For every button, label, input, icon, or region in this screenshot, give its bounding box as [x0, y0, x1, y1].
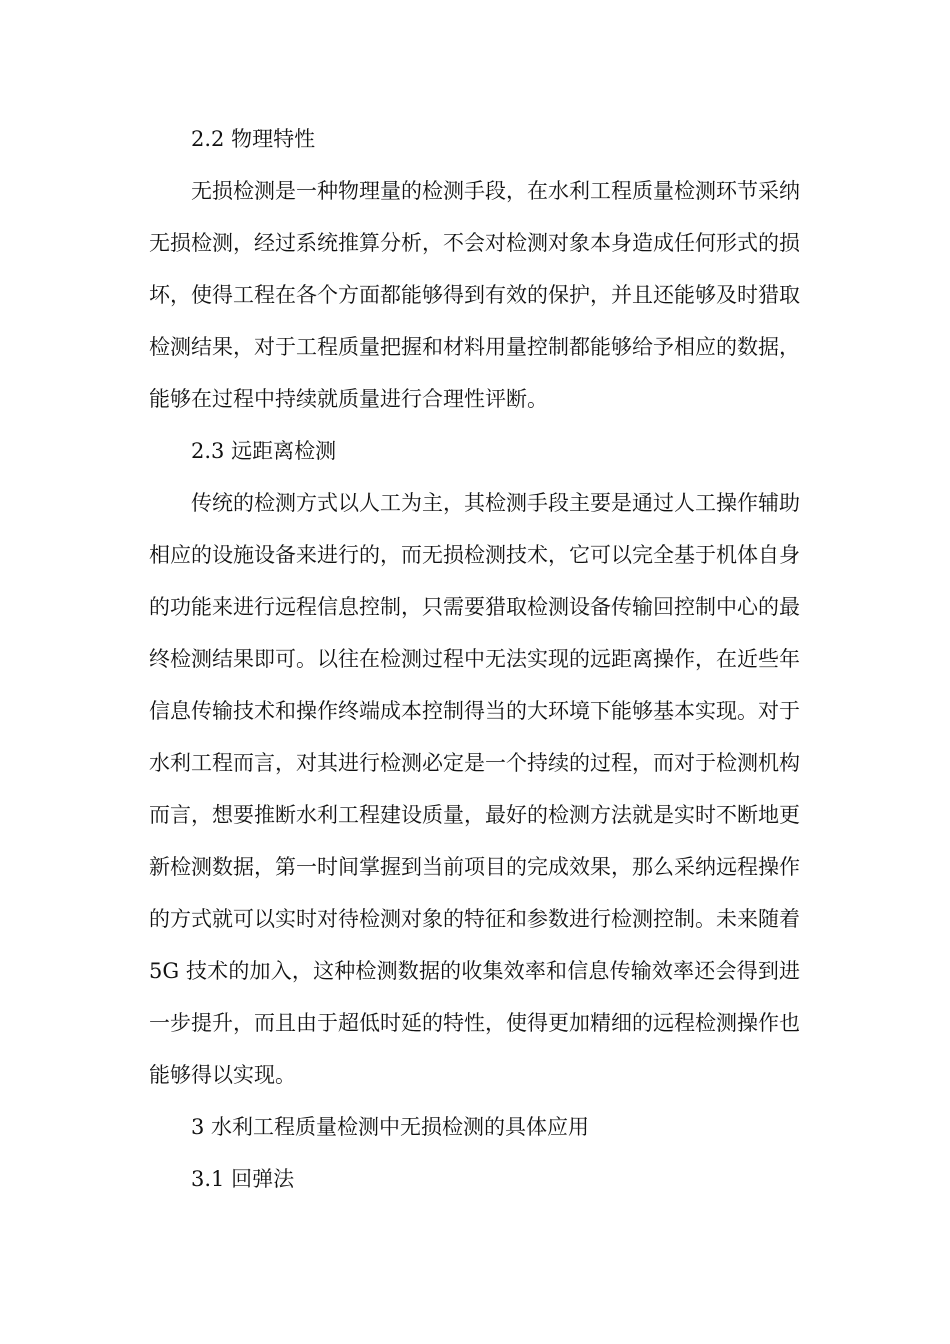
heading-2-2: 2.2 物理特性 [191, 127, 316, 151]
document-body [149, 113, 800, 1205]
paragraph-remote-detection: 传统的检测方式以人工为主，其检测手段主要是通过人工操作辅助相应的设施设备来进行的，而无损检测技术，它可以完全基于机体自身的功能来进行远程信息控制，只需要猎取检测设备传输回控制中心的最终检测结果即可。以往在检测过程中无法实现的远距离操作，在近些年信息传输技术和操作终端成本控制得当的大环境下能够基本实现。对于水利工程而言，对其进行检测必定是一个持续的过程，而对于检测机构而言，想要推断水利工程建设质量，最好的检测方法就是实时不断地更新检测数据，第一时间掌握到当前项目的完成效果，那么采纳远程操作的方式就可以实时对待检测对象的特征和参数进行检测控制。未来随着 5G 技术的加入，这种检测数据的收集效率和信息传输效率还会得到进一步提升，而且由于超低时延的特性，使得更加精细的远程检测操作也能够得以实现。 [149, 491, 800, 1087]
heading-3: 3 水利工程质量检测中无损检测的具体应用 [191, 1115, 590, 1139]
paragraph-physical-properties: 无损检测是一种物理量的检测手段，在水利工程质量检测环节采纳无损检测，经过系统推算分析，不会对检测对象本身造成任何形式的损坏，使得工程在各个方面都能够得到有效的保护，并且还能够及时猎取检测结果，对于工程质量把握和材料用量控制都能够给予相应的数据，能够在过程中持续就质量进行合理性评断。 [149, 179, 800, 411]
heading-2-3: 2.3 远距离检测 [191, 439, 337, 463]
heading-3-1: 3.1 回弹法 [191, 1167, 295, 1191]
